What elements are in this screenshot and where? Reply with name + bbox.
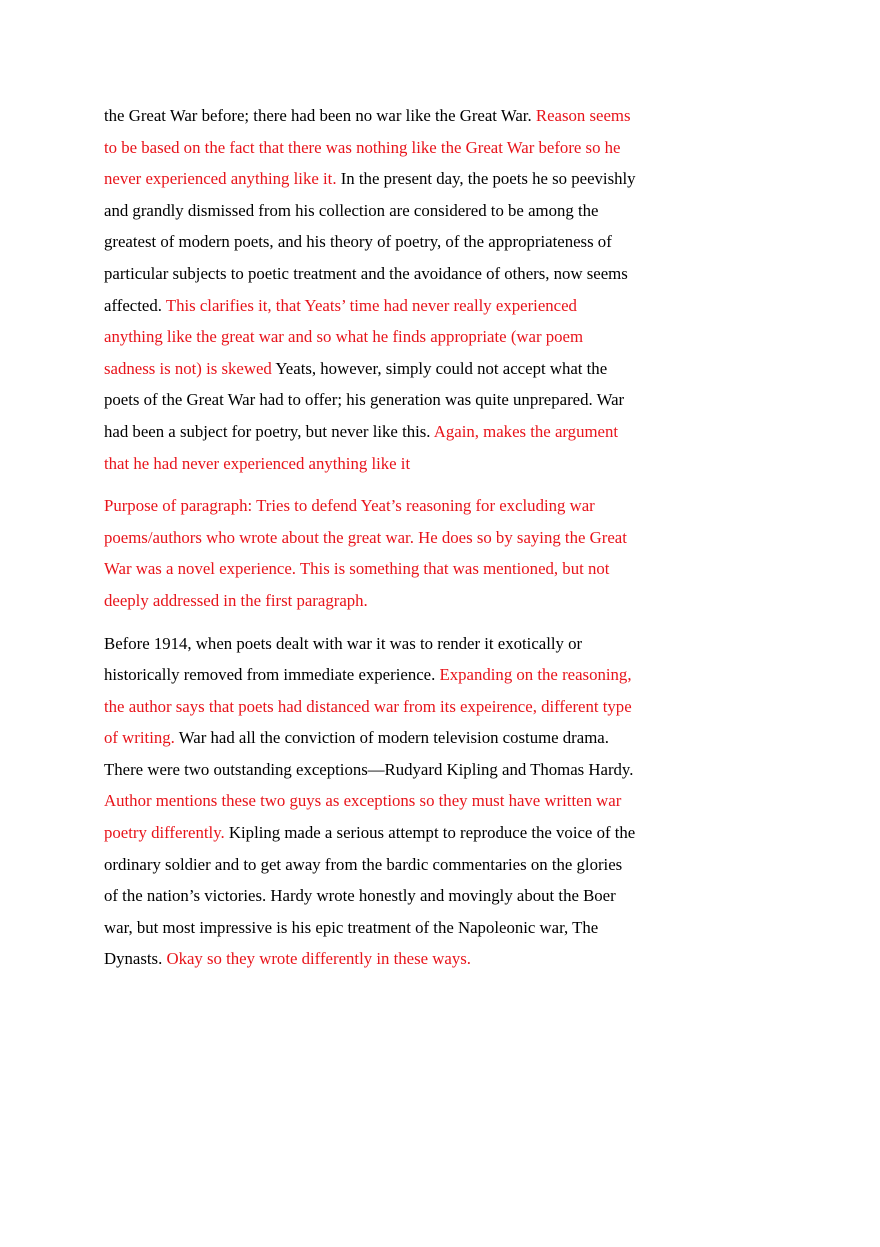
paragraph-yeats-great-war	[104, 100, 636, 479]
body-text: War had all the conviction of modern television costume drama. There were two outstanding exceptions—Rudyard Kipling and Thomas Hardy.	[104, 728, 634, 779]
annotation-note: Expanding on the reasoning, the author says that poets had distanced war from its expeirence, different type of writing.	[104, 665, 632, 748]
paragraph-purpose-summary: Purpose of paragraph: Tries to defend Yeat’s reasoning for excluding war poems/authors who wrote about the great war. He does so by saying the Great War was a novel experience. This is something that was mentioned, but not deeply addressed in the first paragraph.	[104, 496, 627, 610]
annotation-note: Okay so they wrote differently in these ways.	[166, 949, 471, 969]
annotation-note: This clarifies it, that Yeats’ time had never really experienced anything like the great war and so what he finds appropriate (war poem sadness is not) is skewed	[104, 295, 584, 378]
annotation-note: Reason seems to be based on the fact that there was nothing like the Great War before so he never experienced anything like it.	[104, 106, 631, 189]
body-text: In the present day, the poets he so peevishly and grandly dismissed from his collection are considered to be among the greatest of modern poets, and his theory of poetry, of the appropriateness of particular subjects to poetic treatment and the avoidance of others, now seems affected.	[104, 169, 636, 315]
body-text: Kipling made a serious attempt to reproduce the voice of the ordinary soldier and to get away from the bardic commentaries on the glories of the nation’s victories. Hardy wrote honestly and movingly about the Boer war, but most impressive is his epic treatment of the Napoleonic war, The Dynasts.	[104, 823, 636, 969]
annotation-note: Again, makes the argument that he had never experienced anything like it	[104, 421, 619, 473]
paragraph-before-1914	[104, 628, 636, 976]
annotation-note: Author mentions these two guys as exceptions so they must have written war poetry differently.	[104, 791, 622, 843]
body-text: the Great War before; there had been no war like the Great War.	[104, 106, 536, 125]
document-body	[104, 100, 636, 986]
body-text: Before 1914, when poets dealt with war it was to render it exotically or historically removed from immediate experience.	[104, 633, 583, 685]
body-text: Yeats, however, simply could not accept what the poets of the Great War had to offer; his generation was quite unprepared. War had been a subject for poetry, but never like this.	[104, 358, 625, 441]
